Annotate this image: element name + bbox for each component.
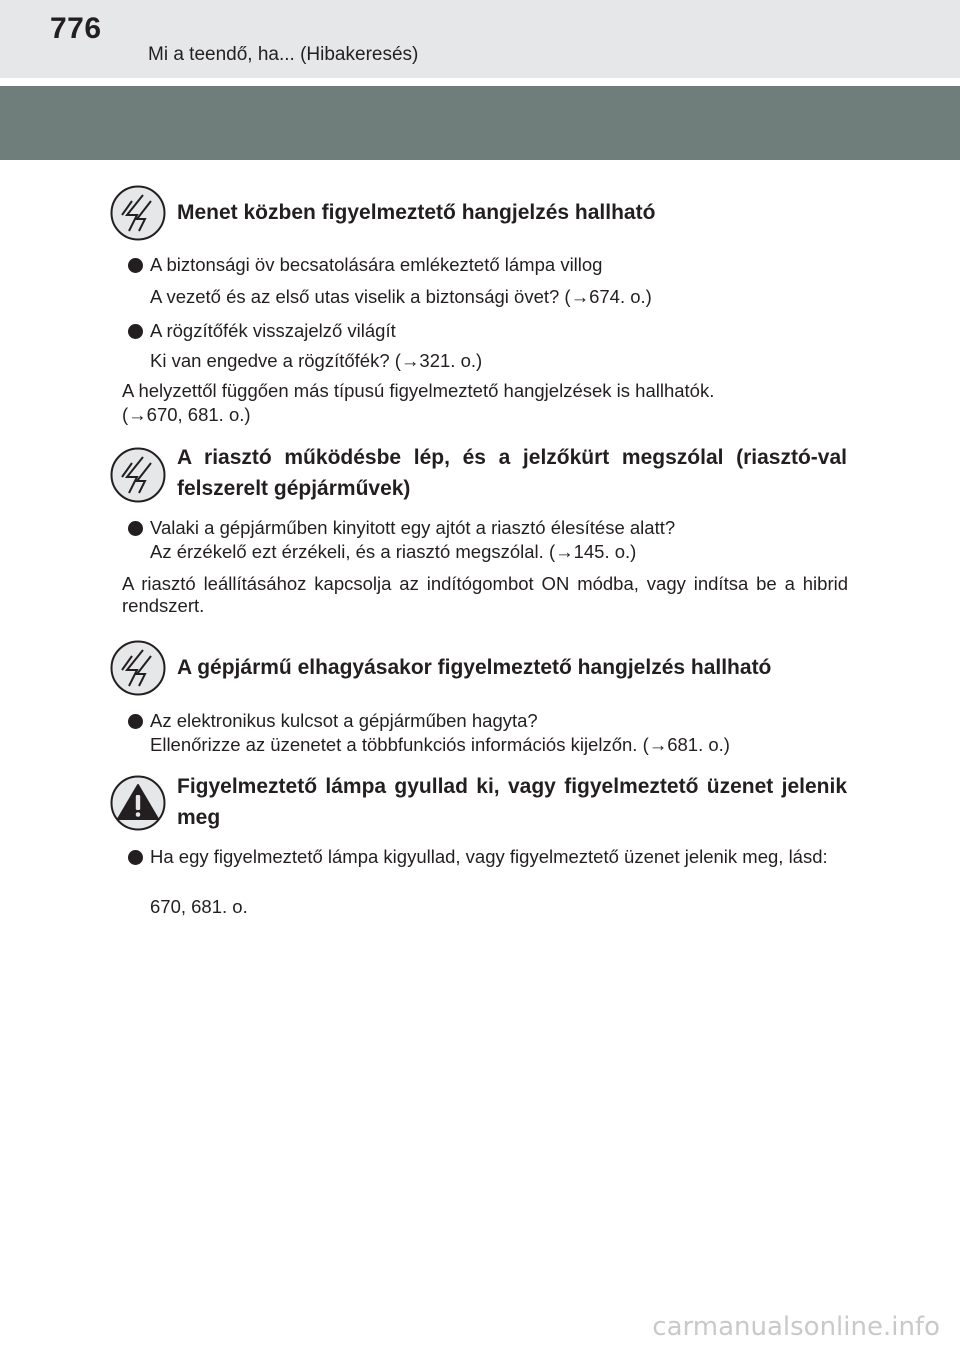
section-title: Menet közben figyelmeztető hangjelzés hallható	[177, 201, 656, 224]
sub-line: Ellenőrizze az üzenetet a többfunkciós információs kijelzőn. (→681. o.)	[150, 734, 730, 755]
header-band	[0, 86, 960, 160]
bullet-text: Ha egy figyelmeztető lámpa kigyullad, vagy figyelmeztető üzenet jelenik meg, lásd:	[150, 846, 828, 867]
page-header	[0, 0, 960, 78]
section-title: A riasztó működésbe lép, és a jelzőkürt megszólal (riasztó-val felszerelt gépjárművek)	[177, 446, 847, 500]
bullet-dot	[128, 521, 143, 536]
sub-line: Ki van engedve a rögzítőfék? (→321. o.)	[150, 350, 483, 371]
sub-line: 670, 681. o.	[150, 896, 248, 917]
sub-line: A vezető és az első utas viselik a biztonsági övet? (→674. o.)	[150, 286, 652, 307]
note-paragraph: A riasztó leállításához kapcsolja az indítógombot ON módba, vagy indítsa be a hibrid rendszert.	[122, 573, 848, 616]
note-paragraph: (→670, 681. o.)	[122, 404, 251, 425]
bullet-dot	[128, 714, 143, 729]
section-title: A gépjármű elhagyásakor figyelmeztető hangjelzés hallható	[177, 656, 772, 679]
bullet-dot	[128, 258, 143, 273]
bullet-text: Az elektronikus kulcsot a gépjárműben hagyta?	[150, 710, 538, 731]
warning-triangle-icon	[110, 775, 166, 831]
page-number: 776	[50, 12, 102, 45]
bullet-dot	[128, 324, 143, 339]
header-title: Mi a teendő, ha... (Hibakeresés)	[148, 44, 419, 65]
section-title: Figyelmeztető lámpa gyullad ki, vagy figyelmeztető üzenet jelenik meg	[177, 775, 847, 829]
beep-sound-icon	[110, 447, 166, 503]
note-paragraph: A helyzettől függően más típusú figyelmeztető hangjelzések is hallhatók.	[122, 380, 715, 401]
beep-sound-icon	[110, 185, 166, 241]
bullet-text: Valaki a gépjárműben kinyitott egy ajtót a riasztó élesítése alatt?	[150, 517, 676, 538]
bullet-text: A rögzítőfék visszajelző világít	[150, 320, 396, 341]
watermark: carmanualsonline.info	[652, 1312, 940, 1342]
sub-line: Az érzékelő ezt érzékeli, és a riasztó megszólal. (→145. o.)	[150, 541, 637, 562]
beep-sound-icon	[110, 640, 166, 696]
bullet-text: A biztonsági öv becsatolására emlékeztető lámpa villog	[150, 254, 603, 275]
bullet-dot	[128, 850, 143, 865]
